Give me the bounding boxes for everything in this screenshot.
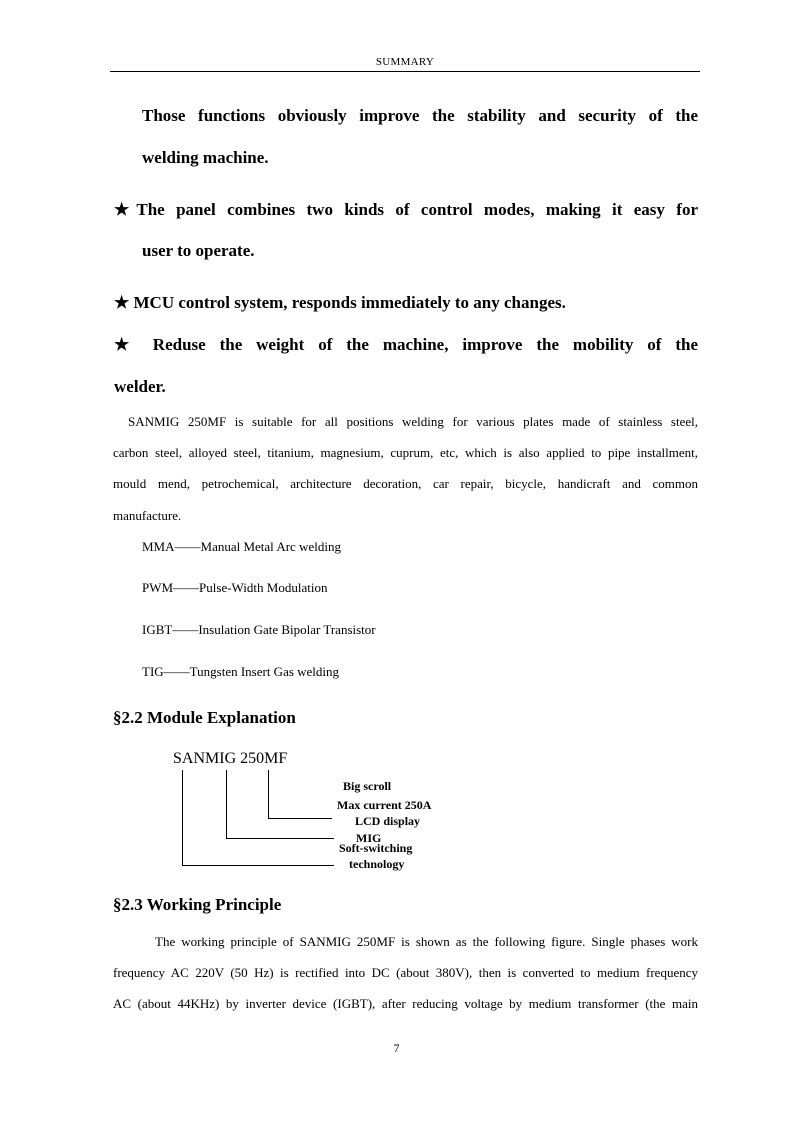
intro-line-2: carbon steel, alloyed steel, titanium, magnesium, cuprum, etc, which is also applied to pipe installment, [113, 445, 698, 460]
connector-mig-vertical [226, 770, 227, 838]
abbreviation-tig: TIG——Tungsten Insert Gas welding [142, 664, 340, 679]
label-big-scroll: Big scroll [343, 779, 392, 793]
connector-technology-horizontal [182, 865, 334, 866]
intro-line-4: manufacture. [113, 508, 182, 523]
connector-technology-vertical [182, 770, 183, 865]
working-line-2: frequency AC 220V (50 Hz) is rectified into DC (about 380V), then is converted to medium frequency [113, 965, 698, 980]
feature-line-7: welder. [114, 377, 166, 396]
connector-current-vertical [268, 770, 269, 818]
feature-line-3: ★The panel combines two kinds of control modes, making it easy for [114, 200, 698, 219]
abbreviation-pwm: PWM——Pulse-Width Modulation [142, 580, 328, 595]
model-name: SANMIG 250MF [173, 750, 288, 767]
label-soft-switching: Soft-switching [339, 841, 413, 855]
feature-line-4: user to operate. [142, 241, 255, 260]
label-technology: technology [349, 857, 405, 871]
abbreviation-igbt: IGBT——Insulation Gate Bipolar Transistor [142, 622, 376, 637]
page-header-title: SUMMARY [375, 56, 435, 68]
feature-line-6: ★ Reduse the weight of the machine, improve the mobility of the [114, 335, 698, 354]
section-heading-working: §2.3 Working Principle [113, 895, 282, 914]
label-max-current: Max current 250A [337, 798, 432, 812]
connector-current-horizontal [268, 818, 332, 819]
label-lcd-display: LCD display [355, 814, 421, 828]
page-number: 7 [393, 1041, 400, 1055]
abbreviation-mma: MMA——Manual Metal Arc welding [142, 539, 341, 554]
connector-mig-horizontal [226, 838, 334, 839]
label-mig: MIG [356, 831, 382, 845]
working-line-1: The working principle of SANMIG 250MF is shown as the following figure. Single phases work [155, 934, 698, 949]
feature-line-2: welding machine. [142, 148, 269, 167]
feature-line-5: ★ MCU control system, responds immediately to any changes. [114, 293, 566, 312]
intro-line-3: mould mend, petrochemical, architecture decoration, car repair, bicycle, handicraft and common [113, 476, 698, 491]
intro-line-1: SANMIG 250MF is suitable for all positions welding for various plates made of stainless steel, [128, 414, 698, 429]
working-line-3: AC (about 44KHz) by inverter device (IGBT), after reducing voltage by medium transformer (the main [113, 996, 698, 1011]
section-heading-module: §2.2 Module Explanation [113, 708, 296, 727]
feature-line-1: Those functions obviously improve the stability and security of the [142, 106, 698, 125]
